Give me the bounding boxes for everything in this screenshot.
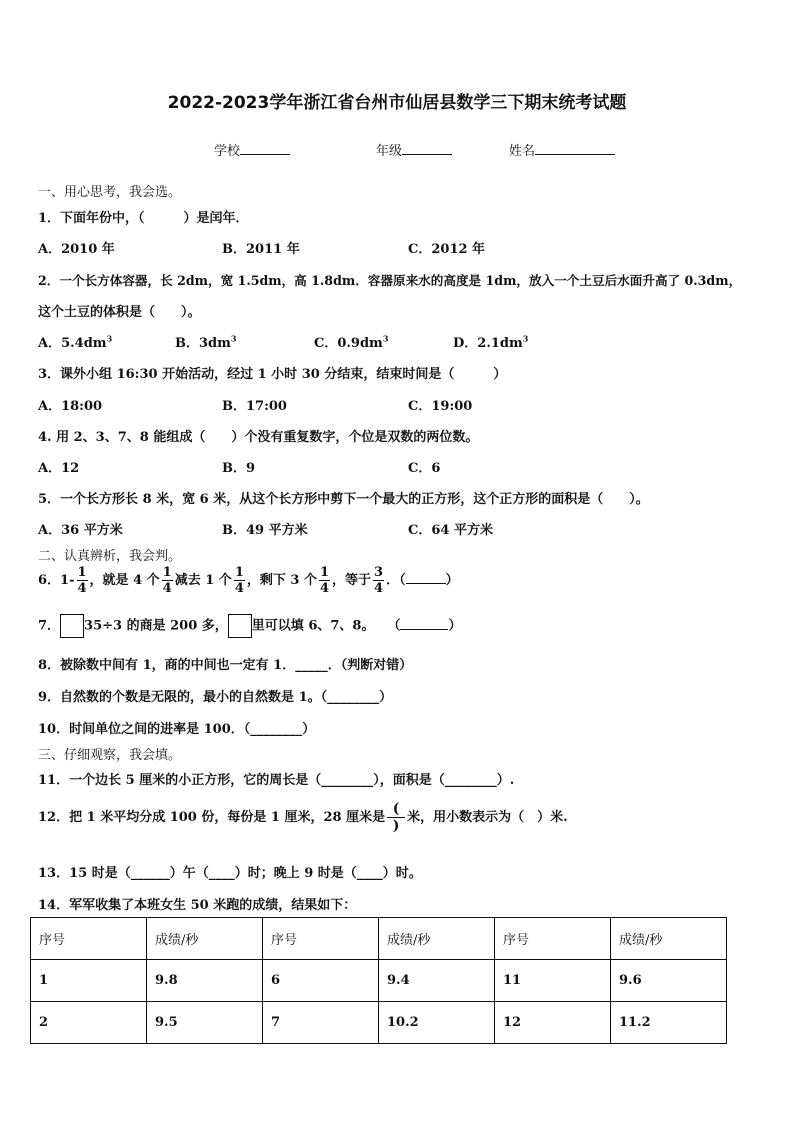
table-row xyxy=(31,1002,727,1044)
q2-option-c[interactable]: C．$0.9dm^3$ xyxy=(314,333,389,351)
q5-option-c[interactable]: C．64 平方米 xyxy=(408,523,493,538)
fraction-one-quarter: $\frac{1}{4}$ xyxy=(77,565,87,596)
q2-option-a[interactable]: A．$5.4dm^3$ xyxy=(38,333,113,351)
table-cell: 1 xyxy=(31,960,147,1002)
answer-blank[interactable] xyxy=(400,617,448,630)
section-2-heading: 二、认真辨析，我会判。 xyxy=(38,549,182,564)
table-cell: 9.8 xyxy=(147,960,263,1002)
table-cell: 9.5 xyxy=(147,1002,263,1044)
digit-box[interactable] xyxy=(228,614,252,638)
question-11: 11．一个边长 5 厘米的小正方形，它的周长是（________），面积是（________）. xyxy=(38,773,515,788)
q4-option-c[interactable]: C．6 xyxy=(408,461,441,476)
question-2-line1: 2．一个长方体容器，长 2dm，宽 1.5dm，高 1.8dm．容器原来水的高度是 1dm，放入一个土豆后水面升高了 0.3dm， xyxy=(38,273,742,288)
q2-option-b[interactable]: B．$3dm^3$ xyxy=(175,333,237,351)
table-cell: 10.2 xyxy=(379,1002,495,1044)
page-title: 2022-2023学年浙江省台州市仙居县数学三下期末统考试题 xyxy=(167,93,627,113)
digit-box[interactable] xyxy=(60,614,84,638)
fraction-one-quarter: $\frac{1}{4}$ xyxy=(319,565,330,596)
question-12: 12．把 1 米平均分成 100 份，每份是 1 厘米，28 厘米是 ( ) 米，用小数表示为（ ）米. xyxy=(38,801,568,834)
q3-option-c[interactable]: C．19:00 xyxy=(408,399,473,414)
fraction-one-quarter: $\frac{1}{4}$ xyxy=(234,565,244,596)
table-header-cell: 序号 xyxy=(263,918,379,960)
question-2-line2: 这个土豆的体积是（ ）。 xyxy=(38,305,201,320)
question-4: 4. 用 2、3、7、8 能组成（ ）个没有重复数字，个位是双数的两位数。 xyxy=(38,430,479,445)
table-cell: 12 xyxy=(495,1002,611,1044)
answer-blank[interactable] xyxy=(406,571,446,584)
q4-option-a[interactable]: A．12 xyxy=(38,461,80,476)
table-cell: 11.2 xyxy=(611,1002,727,1044)
fraction-three-quarters: $\frac{3}{4}$ xyxy=(374,565,384,596)
q1-option-c[interactable]: C．2012 年 xyxy=(408,242,486,257)
question-3: 3．课外小组 16:30 开始活动，经过 1 小时 30 分结束，结束时间是（ ） xyxy=(38,367,507,382)
q3-option-a[interactable]: A．18:00 xyxy=(38,399,103,414)
table-header-cell: 序号 xyxy=(31,918,147,960)
table-cell: 6 xyxy=(263,960,379,1002)
table-cell: 7 xyxy=(263,1002,379,1044)
table-header-cell: 成绩/秒 xyxy=(611,918,727,960)
question-7: 7． 35÷3 的商是 200 多， 里可以填 6、7、8。 （ ） xyxy=(38,614,461,638)
q1-option-b[interactable]: B．2011 年 xyxy=(222,242,300,257)
grade-field[interactable]: 年级 xyxy=(376,140,452,159)
q3-option-b[interactable]: B．17:00 xyxy=(222,399,287,414)
table-header-row xyxy=(31,918,727,960)
table-cell: 2 xyxy=(31,1002,147,1044)
fraction-one-quarter: $\frac{1}{4}$ xyxy=(162,565,172,596)
q4-option-b[interactable]: B．9 xyxy=(222,461,256,476)
q2-option-d[interactable]: D．$2.1dm^3$ xyxy=(453,333,529,351)
question-9: 9．自然数的个数是无限的，最小的自然数是 1。（________） xyxy=(38,690,393,705)
question-1: 1．下面年份中，（ ）是闰年． xyxy=(38,211,249,226)
question-5: 5．一个长方形长 8 米，宽 6 米，从这个长方形中剪下一个最大的正方形，这个正方形的面积是（ ）。 xyxy=(38,492,649,507)
running-scores-table xyxy=(30,917,727,1044)
question-13: 13．15 时是（______）午（____）时；晚上 9 时是（____）时。 xyxy=(38,866,422,881)
section-3-heading: 三、仔细观察，我会填。 xyxy=(38,748,182,763)
q5-option-a[interactable]: A．36 平方米 xyxy=(38,523,123,538)
table-header-cell: 成绩/秒 xyxy=(147,918,263,960)
question-14: 14．军军收集了本班女生 50 米跑的成绩，结果如下： xyxy=(38,898,357,913)
table-cell: 9.6 xyxy=(611,960,727,1002)
question-6: 6．1- $\frac{1}{4}$ ，就是 4 个 $\frac{1}{4}$ 减去 1 个 $\frac{1}{4}$ ，剩下 3 个 $\frac{1}{4}$ ，等于 $\frac{3}{4}$ ．（ ） xyxy=(38,565,459,596)
school-field[interactable]: 学校 xyxy=(214,140,290,159)
section-1-heading: 一、用心思考，我会选。 xyxy=(38,185,182,200)
table-header-cell: 成绩/秒 xyxy=(379,918,495,960)
table-row xyxy=(31,960,727,1002)
table-cell: 9.4 xyxy=(379,960,495,1002)
fraction-blank[interactable]: ( ) xyxy=(387,802,405,833)
table-cell: 11 xyxy=(495,960,611,1002)
table-header-cell: 序号 xyxy=(495,918,611,960)
question-8: 8．被除数中间有 1，商的中间也一定有 1．_____．（判断对错） xyxy=(38,658,413,673)
name-field[interactable]: 姓名 xyxy=(509,140,615,159)
question-10: 10．时间单位之间的进率是 100．（________） xyxy=(38,722,316,737)
q1-option-a[interactable]: A．2010 年 xyxy=(38,242,115,257)
q5-option-b[interactable]: B．49 平方米 xyxy=(222,523,308,538)
